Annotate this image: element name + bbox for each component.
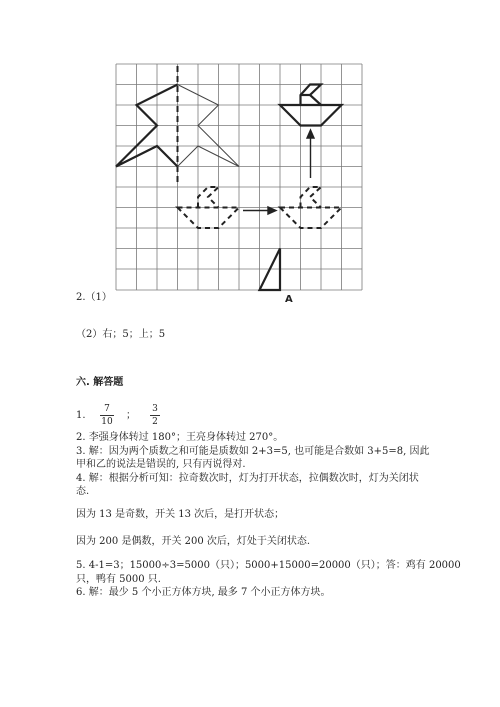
answer-1-separator: ； (126, 410, 136, 421)
figure-letter-a: A (285, 294, 293, 305)
answer-6: 6. 解：最少 5 个小正方体方块, 最多 7 个小正方体方块。 (76, 587, 331, 598)
boat-target (280, 85, 342, 126)
answer-4-line3: 因为 13 是奇数，开关 13 次后，是打开状态； (76, 509, 285, 520)
answer-5-line2: 只，鸭有 5000 只. (76, 574, 161, 585)
answer-5-line1: 5. 4-1=3；15000÷3=5000（只）；5000+15000=20000（只）；答：鸡有 20000 (76, 560, 461, 571)
answer-4-line1: 4. 解：根据分析可知：拉奇数次时，灯为打开状态，拉偶数次时，灯为关闭状 (76, 473, 419, 484)
answer-3-line1: 3. 解：因为两个质数之和可能是质数如 2+3=5, 也可能是合数如 3+5=8, 因此 (76, 446, 430, 457)
fraction-1-denominator: 10 (101, 417, 113, 427)
section-title: 六. 解答题 (76, 377, 124, 388)
grid-figure (0, 0, 500, 330)
answer-3-line2: 甲和乙的说法是错误的, 只有丙说得对. (76, 459, 246, 470)
answer-2-1-label: 2.（1） (76, 292, 112, 303)
answer-2-2: （2）右；5；上；5 (76, 329, 166, 340)
fraction-2-denominator: 2 (152, 417, 158, 427)
answer-4-line2: 态. (76, 486, 90, 497)
up-arrow (307, 130, 314, 178)
answer-1-fraction-1 (100, 404, 114, 427)
answer-1-fraction-2 (150, 404, 160, 427)
answer-2: 2. 李强身体转过 180°；王亮身体转过 270°。 (76, 432, 284, 443)
fraction-2-numerator: 3 (152, 404, 158, 414)
answer-1-prefix: 1. (76, 410, 86, 421)
fraction-1-numerator: 7 (104, 404, 110, 414)
answer-4-line4: 因为 200 是偶数，开关 200 次后，灯处于关闭状态. (76, 536, 311, 547)
